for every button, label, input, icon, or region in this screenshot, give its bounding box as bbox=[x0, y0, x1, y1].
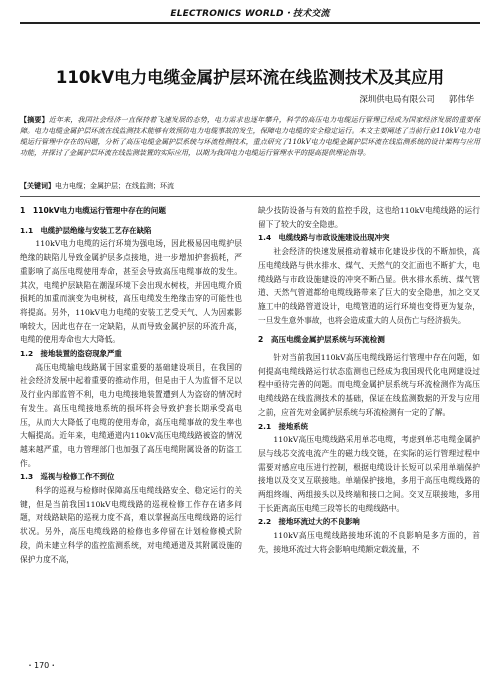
abstract bbox=[20, 114, 480, 159]
keywords-text: 电力电缆；金属护层；在线监测；环流 bbox=[55, 182, 174, 190]
keywords bbox=[20, 180, 480, 192]
running-header: ELECTRONICS WORLD・技术交流 bbox=[170, 9, 330, 19]
author-name: 郭伟华 bbox=[448, 94, 474, 104]
section-1-2-text: 高压电缆输电线路属于国家重要的基础建设项目，在我国的社会经济发展中起着重要的推动作用，但是由于人为监督不足以及行业内部监管不利，电力电缆接地装置遭到人为盗窃的情况时有发生。高压电缆接地系统的损坏将会导致护套长期承受高电压，从而大大降低了电缆的使用寿命，高压电缆事故的发生率也大幅提高。近年来，电缆通道内110kV高压电缆线路被盗的情况越来越严重，电力管理部门也加强了高压电缆附属设备的防盗工作。 bbox=[20, 362, 242, 468]
section-2-2-text: 110kV高压电缆线路接地环流的不良影响是多方面的，首先，接地环流过大将会影响电缆额定载流量，不 bbox=[258, 531, 480, 554]
section-2-1-heading: 2.1 接地系统 bbox=[258, 421, 309, 431]
section-1-1-heading: 1.1 电缆护层绝缘与安装工艺存在缺陷 bbox=[20, 225, 152, 235]
section-1-3-text: 科学的巡视与检修时保障高压电缆线路安全、稳定运行的关键，但是当前我国110kV电缆线路的巡视检修工作存在诸多问题，对线路缺陷的巡视力度不高，难以掌握高压电缆线路的运行状况。另外，高压电缆线路的检修也多停留在计划检修模式阶段，尚未建立科学的监控监测系统，对电缆通道及其附属设施的保护力度不高， bbox=[20, 486, 242, 564]
paper-title: 110kV电力电缆金属护层环流在线监测技术及其应用 bbox=[55, 68, 445, 87]
section-2-heading: 2 高压电缆金属护层系统与环流检测 bbox=[258, 335, 385, 345]
keywords-label: 【关键词】 bbox=[20, 181, 55, 190]
page-number: ・170・ bbox=[26, 661, 58, 670]
section-1-3-heading: 1.3 巡视与检修工作不到位 bbox=[20, 472, 115, 482]
section-1-heading: 1 110kV电力电缆运行管理中存在的问题 bbox=[20, 206, 166, 215]
abstract-text: 近年来，我国社会经济一直保持着飞速发展的态势，电力需求也逐年攀升，科学的高压电力电缆运行管理已经成为国家经济发展的重要保障。电力电缆金属护层环流在线监测技术能够有效预防电力电缆事故的发生，保障电力电缆的安全稳定运行。本文主要阐述了当前行业110kV电力电缆运行管理中存在的问题，分析了高压电缆金属护层系统与环流检测技术，重点研究了110kV电力电缆金属护层环流在线监测系统的设计架构与应用功能，并探讨了金属护层环流在线监测装置的实际应用，以期为我国电力电缆运行管理水平的提高提供理论指导。 bbox=[20, 116, 481, 158]
left-column bbox=[20, 204, 242, 566]
header-rule bbox=[20, 22, 480, 24]
section-1-1-text: 110kV电力电缆的运行环境为强电场，因此极易因电缆护层绝缘的缺陷儿导致金属护层多点接地，进一步增加护套损耗，严重影响了高压电缆使用寿命，甚至会导致高压电缆事故的发生。其次，电缆护层缺陷在潮湿环境下会出现水树枝，并因电缆介质损耗的加重而演变为电树枝，高压电缆发生绝缘击穿的可能性也将提高。另外，110kV电力电缆的安装工艺受天气、人为因素影响较大，因此也存在一定缺陷，从而导致金属护层的环流升高，电缆的使用寿命也大大降低。 bbox=[20, 239, 242, 345]
continued-text: 缺少技防设备与有效的监控手段，这也给110kV电缆线路的运行留下了较大的安全隐患。 bbox=[258, 206, 480, 229]
section-2-text: 针对当前我国110kV高压电缆线路运行管理中存在问题，如何提高电缆线路运行状态监测也已经成为我国现代化电网建设过程中亟待完善的问题。而电缆金属护层系统与环流检测作为高压电缆线路在线监测技术的基础，保证在线监测数据的开发与应用之前，应首先对金属护层系统与环流检测有一定的了解。 bbox=[258, 353, 480, 417]
abstract-label: 【摘要】 bbox=[20, 115, 49, 124]
abstract-divider bbox=[20, 196, 480, 197]
right-column bbox=[258, 204, 480, 557]
section-1-4-heading: 1.4 电缆线路与市政设施建设出现冲突 bbox=[258, 233, 390, 243]
author-affiliation: 深圳供电局有限公司 bbox=[359, 94, 435, 104]
section-2-1-text: 110kV高压电缆线路采用单芯电缆，考虑到单芯电缆金属护层与线芯交流电流产生的磁力线交链，在实际的运行管理过程中需要对感应电压进行控制，根据电缆设计长短可以采用单端保护接地以及交叉互联接地。单端保护接地，多用于高压电缆线路的两组终端、两组接头以及终端和接口之间。交叉互联接地，多用于长距离高压电缆三段等长的电缆线路中。 bbox=[258, 435, 480, 513]
section-1-4-text: 社会经济的快速发展推动着城市化建设步伐的不断加快，高压电缆线路与供水排水、煤气、天然气的交汇面也不断扩大，电缆线路与市政设施建设的冲突不断凸显。供水排水系统、煤气管道、天然气管道都给电缆线路带来了巨大的安全隐患，加之交叉施工中的线路管道设计，电缆管道的运行环境也变得更为复杂，一旦发生意外事故，也将会造成重大的人员伤亡与经济损失。 bbox=[258, 247, 480, 325]
author-line bbox=[346, 93, 475, 105]
section-2-2-heading: 2.2 接地环流过大的不良影响 bbox=[258, 517, 360, 527]
section-1-2-heading: 1.2 接地装置的盗窃现象严重 bbox=[20, 349, 122, 359]
